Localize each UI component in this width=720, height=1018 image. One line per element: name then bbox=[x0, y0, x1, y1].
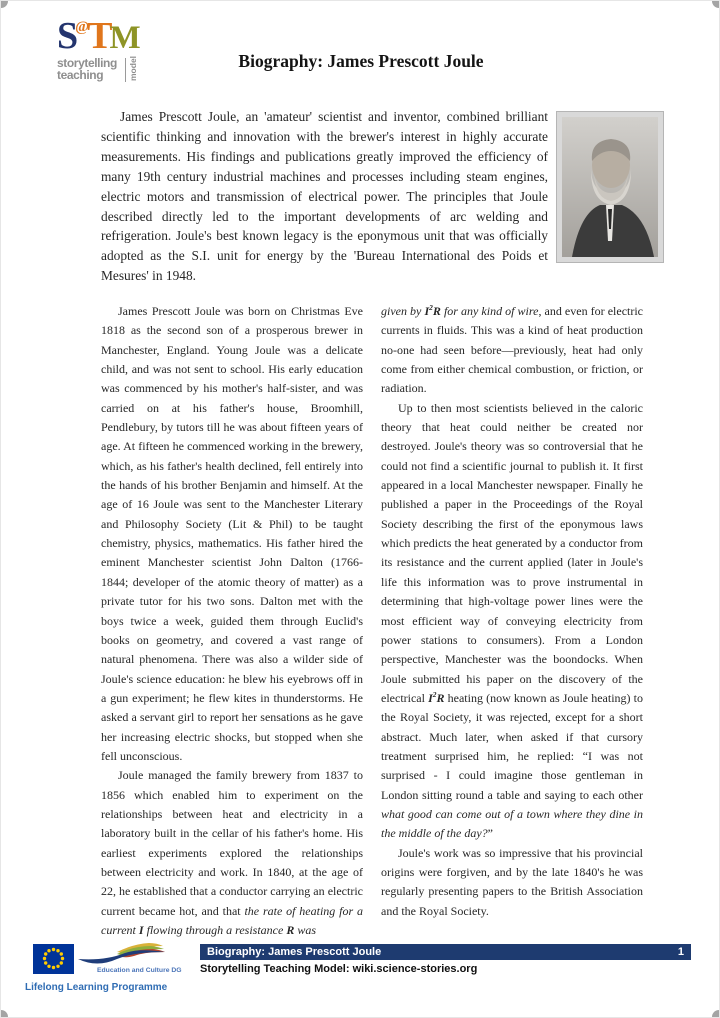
logo-letter-m: M bbox=[109, 20, 141, 56]
education-culture-dg-label: Education and Culture DG bbox=[97, 967, 182, 974]
scan-corner-artifact bbox=[712, 1, 719, 8]
stm-logo-letters bbox=[57, 17, 153, 55]
joule-portrait-photo bbox=[557, 112, 663, 262]
eu-flag-icon bbox=[33, 944, 74, 979]
footer-subline: Storytelling Teaching Model: wiki.science-stories.org bbox=[200, 963, 478, 975]
scan-corner-artifact bbox=[1, 1, 8, 8]
model-label: model bbox=[128, 55, 138, 81]
scan-corner-artifact bbox=[712, 1010, 719, 1017]
storytelling-label: storytelling bbox=[57, 56, 117, 70]
portrait-illustration bbox=[562, 117, 658, 257]
logo-letter-s: S bbox=[57, 15, 79, 57]
body-paragraph: Joule managed the family brewery from 1837 to 1856 which enabled him to experiment on the relationships between heat and electricity in a laboratory built in the cellar of his father's home. His earliest experiments explored the relationships between electricity and work. In 1840, at the age of 22, he established that a conductor carrying an electric current became hot, and that the rate of heating for a current I flowing through a resistance R was bbox=[101, 768, 363, 937]
page-title: Biography: James Prescott Joule bbox=[238, 51, 484, 71]
lifelong-learning-programme-label: Lifelong Learning Programme bbox=[25, 982, 168, 993]
body-paragraph: Joule's work was so impressive that his provincial origins were forgiven, and by the late 1840's he was regularly presenting papers to the British Association and the Royal Society. bbox=[381, 845, 643, 918]
logo-at-symbol: @ bbox=[75, 19, 90, 35]
teaching-label: teaching bbox=[57, 68, 104, 82]
intro-section bbox=[101, 107, 667, 286]
two-column-body bbox=[101, 302, 643, 940]
body-paragraph: James Prescott Joule was born on Christmas Eve 1818 as the second son of a prosperous brewer in Manchester, England. Young Joule was a delicate child, and was not sent to school. His early education was commenced by his mother's half-sister, and was carried on at his father's house, Broomhill, Pendlebury, by tutors till he was about fifteen years of age. At fifteen he commenced working in the brewery, which, as his father's health declined, fell entirely into the hands of his brother Benjamin and himself. At the age of 16 Joule was sent to the Manchester Literary and Philosophy Society (Lit & Phil) to be taught chemistry, physics, mathematics. His father hired the eminent Manchester scientist John Dalton (1766-1844; developer of the atomic theory of matter) as a private tutor for his two sons. Dalton met with the boys twice a week, guided them through Euclid's books on geometry, and covered a vast range of natural phenomena. There was also a wilder side of Joule's science education: he blew his eyebrows off in a gun experiment; he flew kites in thunderstorms. He asked a servant girl to report her sensations as he gave her increasing electric shocks, but stopped when she fell unconscious. bbox=[101, 304, 363, 763]
footer-page-number: 1 bbox=[677, 946, 684, 958]
scan-corner-artifact bbox=[1, 1010, 8, 1017]
body-paragraph: Up to then most scientists believed in the caloric theory that heat could neither be created nor destroyed. Joule's theory was so controversial that he could not find a scientific journal to publish it. It first appeared in a local Manchester newspaper. Finally he published a paper in the Proceedings of the Royal Society describing the first of the eponymous laws which predicts the heat generated by a conductor from its resistance and the current applied (later in Joule's life this information was to prove instrumental in determining that high-voltage power lines were the most efficient way of conveying electricity from power stations to consumers). From a London perspective, Manchester was the boondocks. When Joule submitted his paper on the discovery of the electrical $I^2R$ heating (now known as Joule heating) to the Royal Society, it was rejected, except for a short abstract. Much later, when asked if that cursory treatment surprised him, he replied: “I was not surprised - I could imagine those gentleman in London sitting round a table and saying to each other what good can come out of a town where they dine in the middle of the day?” bbox=[381, 400, 643, 841]
logo-letter-t: T bbox=[87, 15, 113, 57]
intro-paragraph: James Prescott Joule, an 'amateur' scientist and inventor, combined brilliant scientific thinking and innovation with the brewer's interest in highly accurate measurements. His findings and publications greatly improved the efficiency of many 19th century industrial machines and processes including steam engines, electric motors and transmission of electrical power. The principles that Joule described directly led to the important developments of arc welding and refrigeration. Joule's best known legacy is the eponymous unit that was officially adopted as the S.I. unit for energy by the 'Bureau International des Poids et Mesures' in 1948. bbox=[101, 109, 548, 284]
left-column bbox=[101, 302, 363, 940]
portrait-wrap bbox=[557, 112, 663, 286]
right-column bbox=[381, 302, 643, 940]
footer-title: Biography: James Prescott Joule bbox=[207, 946, 382, 958]
footer-title-bar bbox=[200, 944, 691, 960]
body-paragraph: given by $I^2R$ for any kind of wire, and even for electric currents in fluids. This was a kind of heat production no-one had seen before—previously, heat had only come from either chemical combustion, or friction, or radiation. bbox=[381, 303, 644, 396]
